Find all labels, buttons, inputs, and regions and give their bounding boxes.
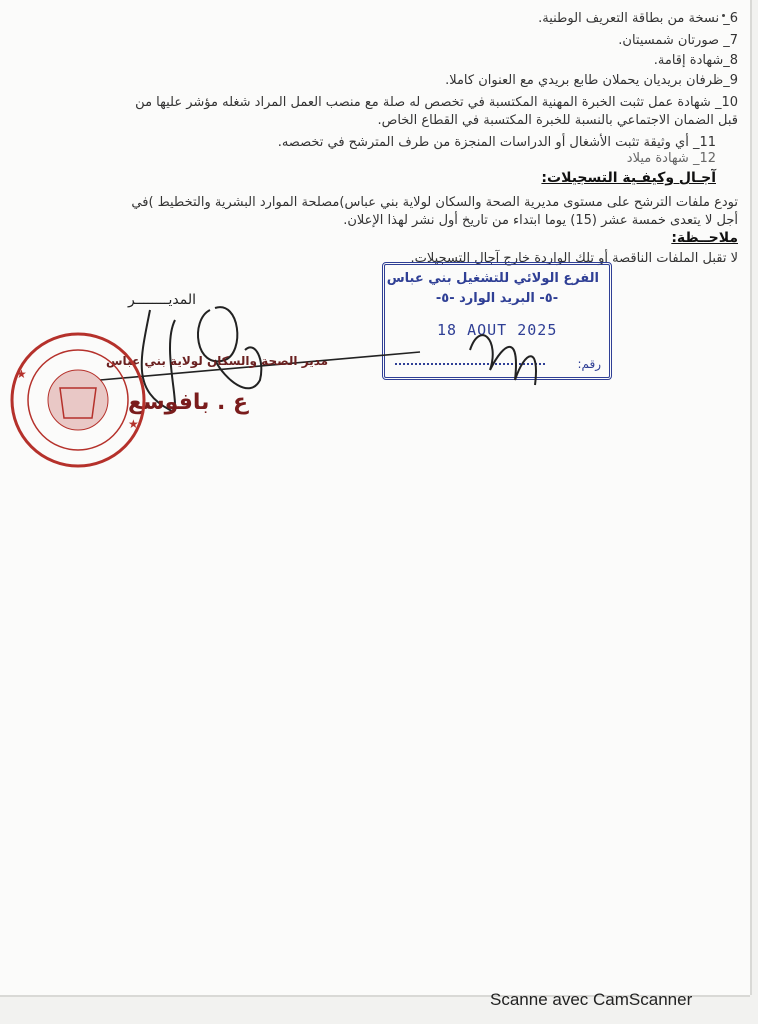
stamp-number-label: رقم: (577, 357, 601, 371)
director-title: المديــــــــر (128, 292, 197, 308)
item-8: 8_شهادة إقامة. (653, 53, 738, 68)
director-name-stamp: مدير الصحة والسكان لولاية بني عباس (106, 354, 329, 368)
item-12: 12_ شهادة ميلاد (626, 151, 716, 166)
scanner-watermark: Scanne avec CamScanner (490, 990, 693, 1009)
note-heading: ملاحــظة: (671, 230, 738, 246)
stamp-mail-label: -٥- البريد الوارد -٥- (435, 291, 559, 306)
deadline-line-1: تودع ملفات الترشح على مستوى مديرية الصحة والسكان لولاية بني عباس)مصلحة الموارد البشرية والتخطيط )في (131, 195, 738, 210)
item-10: 10_ شهادة عمل تثبت الخبرة المهنية المكتسبة في تخصص له صلة مع منصب العمل المراد شغله مؤشر عليها من (135, 95, 738, 110)
director-initials: ع . بافوسع (128, 390, 249, 415)
svg-text:★: ★ (16, 367, 27, 381)
item-7: 7_ صورتان شمسيتان. (618, 33, 738, 48)
deadline-line-2: أجل لا يتعدى خمسة عشر (15) يوما ابتداء من تاريخ أول نشر لهذا الإعلان. (343, 213, 738, 228)
svg-text:★: ★ (128, 417, 139, 431)
item-9: 9_ظرفان بريديان يحملان طابع بريدي مع العنوان كاملا. (445, 73, 738, 88)
deadline-heading: آجـال وكيفـية التسجيلات: (541, 170, 716, 186)
stamp-date: 18 AOUT 2025 (437, 321, 558, 339)
official-seal (0, 328, 160, 478)
stamp-office: الفرع الولائي للتشغيل بني عباس (386, 271, 599, 286)
item-11: 11_ أي وثيقة تثبت الأشغال أو الدراسات المنجزة من طرف المترشح في تخصصه. (277, 135, 716, 150)
note-line: لا تقبل الملفات الناقصة أو تلك الواردة خارج آجال التسجيلات. (410, 251, 738, 266)
item-10-continued: قبل الضمان الاجتماعي بالنسبة للخبرة المكتسبة في القطاع الخاص. (377, 113, 738, 128)
item-6: 6_ نسخة من بطاقة التعريف الوطنية. (538, 11, 738, 26)
